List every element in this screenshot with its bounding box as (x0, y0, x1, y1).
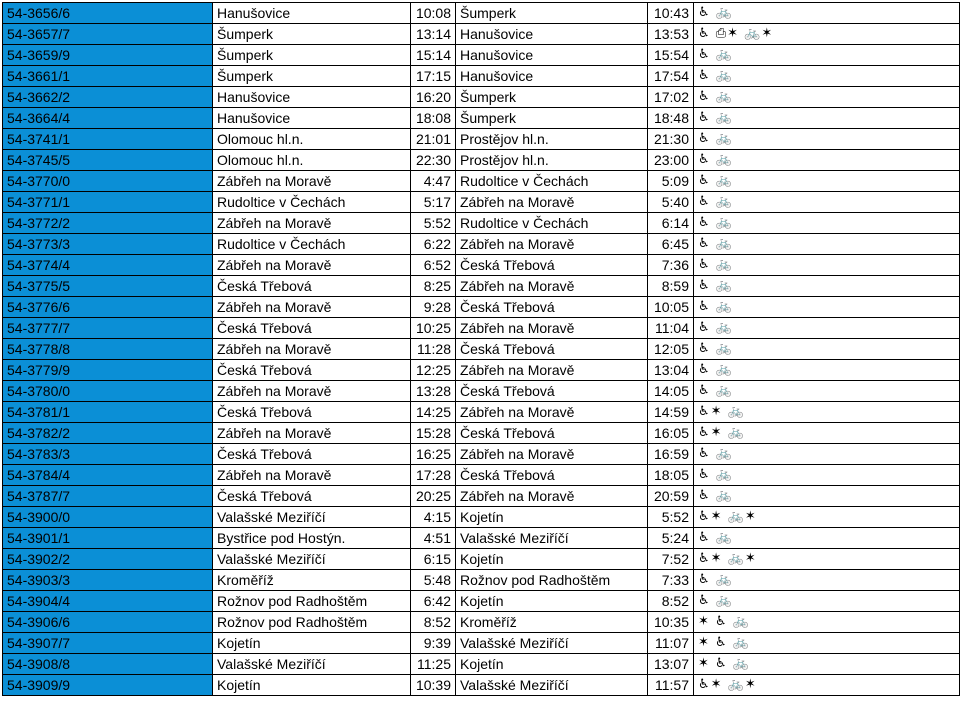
arrival-time-cell: 14:59 (648, 402, 694, 423)
service-icons-cell: ♿ 🚲 (694, 213, 960, 234)
departure-time-cell: 9:39 (411, 633, 456, 654)
departure-time-cell: 11:28 (411, 339, 456, 360)
arrival-time-cell: 11:57 (648, 675, 694, 696)
table-row (3, 675, 960, 696)
table-row (3, 423, 960, 444)
train-number-cell: 54-3774/4 (3, 255, 213, 276)
train-number-cell: 54-3657/7 (3, 24, 213, 45)
destination-station-cell: Valašské Meziříčí (456, 528, 648, 549)
arrival-time-cell: 8:59 (648, 276, 694, 297)
destination-station-cell: Česká Třebová (456, 255, 648, 276)
departure-time-cell: 15:14 (411, 45, 456, 66)
train-number-cell: 54-3776/6 (3, 297, 213, 318)
departure-time-cell: 22:30 (411, 150, 456, 171)
departure-time-cell: 12:25 (411, 360, 456, 381)
departure-time-cell: 5:52 (411, 213, 456, 234)
arrival-time-cell: 7:52 (648, 549, 694, 570)
train-number-cell: 54-3906/6 (3, 612, 213, 633)
departure-time-cell: 16:20 (411, 87, 456, 108)
arrival-time-cell: 13:53 (648, 24, 694, 45)
arrival-time-cell: 10:35 (648, 612, 694, 633)
departure-time-cell: 6:22 (411, 234, 456, 255)
table-row (3, 360, 960, 381)
departure-time-cell: 9:28 (411, 297, 456, 318)
departure-time-cell: 8:52 (411, 612, 456, 633)
service-icons-cell: ✶ ♿ 🚲 (694, 633, 960, 654)
arrival-time-cell: 10:05 (648, 297, 694, 318)
train-number-cell: 54-3781/1 (3, 402, 213, 423)
table-row (3, 297, 960, 318)
departure-time-cell: 18:08 (411, 108, 456, 129)
table-row (3, 381, 960, 402)
train-number-cell: 54-3907/7 (3, 633, 213, 654)
origin-station-cell: Olomouc hl.n. (213, 129, 411, 150)
service-icons-cell: ♿ 🚲 (694, 444, 960, 465)
table-row (3, 66, 960, 87)
departure-time-cell: 8:25 (411, 276, 456, 297)
destination-station-cell: Kroměříž (456, 612, 648, 633)
destination-station-cell: Hanušovice (456, 45, 648, 66)
table-row (3, 465, 960, 486)
table-row (3, 339, 960, 360)
origin-station-cell: Šumperk (213, 45, 411, 66)
destination-station-cell: Šumperk (456, 3, 648, 24)
service-icons-cell: ♿ 🚲 (694, 255, 960, 276)
train-number-cell: 54-3656/6 (3, 3, 213, 24)
service-icons-cell: ♿ 🚲 (694, 108, 960, 129)
service-icons-cell: ✶ ♿ 🚲 (694, 654, 960, 675)
service-icons-cell: ♿ 🚲 (694, 192, 960, 213)
service-icons-cell: ♿ 🚲 (694, 276, 960, 297)
destination-station-cell: Šumperk (456, 87, 648, 108)
train-number-cell: 54-3773/3 (3, 234, 213, 255)
origin-station-cell: Hanušovice (213, 87, 411, 108)
service-icons-cell: ♿✶ 🚲 (694, 402, 960, 423)
origin-station-cell: Valašské Meziříčí (213, 549, 411, 570)
origin-station-cell: Zábřeh na Moravě (213, 297, 411, 318)
arrival-time-cell: 7:36 (648, 255, 694, 276)
origin-station-cell: Zábřeh na Moravě (213, 171, 411, 192)
origin-station-cell: Rožnov pod Radhoštěm (213, 591, 411, 612)
service-icons-cell: ♿ 🚲 (694, 171, 960, 192)
destination-station-cell: Zábřeh na Moravě (456, 234, 648, 255)
departure-time-cell: 15:28 (411, 423, 456, 444)
origin-station-cell: Zábřeh na Moravě (213, 255, 411, 276)
destination-station-cell: Zábřeh na Moravě (456, 192, 648, 213)
service-icons-cell: ♿ 🚲 (694, 486, 960, 507)
train-number-cell: 54-3770/0 (3, 171, 213, 192)
origin-station-cell: Česká Třebová (213, 402, 411, 423)
destination-station-cell: Zábřeh na Moravě (456, 402, 648, 423)
service-icons-cell: ♿ 🚲 (694, 66, 960, 87)
service-icons-cell: ♿ 🚲 (694, 150, 960, 171)
service-icons-cell: ♿✶ 🚲✶ (694, 507, 960, 528)
timetable (2, 2, 960, 696)
arrival-time-cell: 10:43 (648, 3, 694, 24)
origin-station-cell: Zábřeh na Moravě (213, 465, 411, 486)
destination-station-cell: Česká Třebová (456, 423, 648, 444)
destination-station-cell: Hanušovice (456, 24, 648, 45)
origin-station-cell: Olomouc hl.n. (213, 150, 411, 171)
table-row (3, 234, 960, 255)
arrival-time-cell: 16:59 (648, 444, 694, 465)
table-row (3, 507, 960, 528)
table-row (3, 444, 960, 465)
train-number-cell: 54-3745/5 (3, 150, 213, 171)
train-number-cell: 54-3777/7 (3, 318, 213, 339)
table-row (3, 3, 960, 24)
service-icons-cell: ♿✶ 🚲✶ (694, 549, 960, 570)
arrival-time-cell: 5:40 (648, 192, 694, 213)
train-number-cell: 54-3779/9 (3, 360, 213, 381)
table-row (3, 318, 960, 339)
train-number-cell: 54-3903/3 (3, 570, 213, 591)
arrival-time-cell: 15:54 (648, 45, 694, 66)
departure-time-cell: 6:42 (411, 591, 456, 612)
destination-station-cell: Valašské Meziříčí (456, 675, 648, 696)
service-icons-cell: ♿ ⎙✶ 🚲✶ (694, 24, 960, 45)
origin-station-cell: Česká Třebová (213, 486, 411, 507)
destination-station-cell: Česká Třebová (456, 339, 648, 360)
arrival-time-cell: 12:05 (648, 339, 694, 360)
arrival-time-cell: 11:04 (648, 318, 694, 339)
departure-time-cell: 5:48 (411, 570, 456, 591)
origin-station-cell: Kojetín (213, 675, 411, 696)
service-icons-cell: ♿ 🚲 (694, 570, 960, 591)
service-icons-cell: ♿ 🚲 (694, 87, 960, 108)
destination-station-cell: Kojetín (456, 591, 648, 612)
service-icons-cell: ♿ 🚲 (694, 339, 960, 360)
origin-station-cell: Zábřeh na Moravě (213, 381, 411, 402)
train-number-cell: 54-3659/9 (3, 45, 213, 66)
train-number-cell: 54-3902/2 (3, 549, 213, 570)
origin-station-cell: Česká Třebová (213, 318, 411, 339)
departure-time-cell: 6:52 (411, 255, 456, 276)
arrival-time-cell: 21:30 (648, 129, 694, 150)
service-icons-cell: ♿✶ 🚲✶ (694, 675, 960, 696)
table-row (3, 591, 960, 612)
destination-station-cell: Prostějov hl.n. (456, 150, 648, 171)
origin-station-cell: Rožnov pod Radhoštěm (213, 612, 411, 633)
service-icons-cell: ✶ ♿ 🚲 (694, 612, 960, 633)
departure-time-cell: 17:28 (411, 465, 456, 486)
service-icons-cell: ♿ 🚲 (694, 360, 960, 381)
destination-station-cell: Hanušovice (456, 66, 648, 87)
table-row (3, 129, 960, 150)
origin-station-cell: Hanušovice (213, 108, 411, 129)
arrival-time-cell: 5:09 (648, 171, 694, 192)
departure-time-cell: 21:01 (411, 129, 456, 150)
table-row (3, 486, 960, 507)
table-row (3, 171, 960, 192)
departure-time-cell: 20:25 (411, 486, 456, 507)
departure-time-cell: 4:47 (411, 171, 456, 192)
destination-station-cell: Zábřeh na Moravě (456, 444, 648, 465)
service-icons-cell: ♿ 🚲 (694, 129, 960, 150)
arrival-time-cell: 13:04 (648, 360, 694, 381)
table-row (3, 276, 960, 297)
departure-time-cell: 13:14 (411, 24, 456, 45)
destination-station-cell: Rožnov pod Radhoštěm (456, 570, 648, 591)
service-icons-cell: ♿ 🚲 (694, 45, 960, 66)
train-number-cell: 54-3782/2 (3, 423, 213, 444)
table-row (3, 255, 960, 276)
arrival-time-cell: 6:14 (648, 213, 694, 234)
train-number-cell: 54-3784/4 (3, 465, 213, 486)
destination-station-cell: Rudoltice v Čechách (456, 213, 648, 234)
table-row (3, 549, 960, 570)
origin-station-cell: Hanušovice (213, 3, 411, 24)
origin-station-cell: Česká Třebová (213, 444, 411, 465)
departure-time-cell: 16:25 (411, 444, 456, 465)
train-number-cell: 54-3909/9 (3, 675, 213, 696)
origin-station-cell: Kojetín (213, 633, 411, 654)
table-row (3, 192, 960, 213)
arrival-time-cell: 16:05 (648, 423, 694, 444)
destination-station-cell: Kojetín (456, 549, 648, 570)
train-number-cell: 54-3780/0 (3, 381, 213, 402)
departure-time-cell: 10:39 (411, 675, 456, 696)
arrival-time-cell: 5:24 (648, 528, 694, 549)
arrival-time-cell: 7:33 (648, 570, 694, 591)
origin-station-cell: Valašské Meziříčí (213, 507, 411, 528)
destination-station-cell: Kojetín (456, 507, 648, 528)
table-row (3, 45, 960, 66)
train-number-cell: 54-3661/1 (3, 66, 213, 87)
train-number-cell: 54-3741/1 (3, 129, 213, 150)
train-number-cell: 54-3908/8 (3, 654, 213, 675)
destination-station-cell: Prostějov hl.n. (456, 129, 648, 150)
departure-time-cell: 4:15 (411, 507, 456, 528)
destination-station-cell: Zábřeh na Moravě (456, 360, 648, 381)
table-row (3, 87, 960, 108)
table-row (3, 108, 960, 129)
departure-time-cell: 10:25 (411, 318, 456, 339)
train-number-cell: 54-3787/7 (3, 486, 213, 507)
destination-station-cell: Valašské Meziříčí (456, 633, 648, 654)
service-icons-cell: ♿✶ 🚲 (694, 423, 960, 444)
train-number-cell: 54-3900/0 (3, 507, 213, 528)
table-row (3, 24, 960, 45)
table-row (3, 150, 960, 171)
origin-station-cell: Rudoltice v Čechách (213, 192, 411, 213)
destination-station-cell: Česká Třebová (456, 465, 648, 486)
service-icons-cell: ♿ 🚲 (694, 318, 960, 339)
arrival-time-cell: 20:59 (648, 486, 694, 507)
train-number-cell: 54-3662/2 (3, 87, 213, 108)
train-number-cell: 54-3901/1 (3, 528, 213, 549)
table-row (3, 213, 960, 234)
arrival-time-cell: 17:54 (648, 66, 694, 87)
origin-station-cell: Šumperk (213, 24, 411, 45)
arrival-time-cell: 17:02 (648, 87, 694, 108)
destination-station-cell: Zábřeh na Moravě (456, 486, 648, 507)
service-icons-cell: ♿ 🚲 (694, 234, 960, 255)
destination-station-cell: Zábřeh na Moravě (456, 276, 648, 297)
service-icons-cell: ♿ 🚲 (694, 591, 960, 612)
table-row (3, 612, 960, 633)
origin-station-cell: Rudoltice v Čechách (213, 234, 411, 255)
service-icons-cell: ♿ 🚲 (694, 297, 960, 318)
origin-station-cell: Bystřice pod Hostýn. (213, 528, 411, 549)
table-row (3, 528, 960, 549)
arrival-time-cell: 18:05 (648, 465, 694, 486)
train-number-cell: 54-3771/1 (3, 192, 213, 213)
arrival-time-cell: 11:07 (648, 633, 694, 654)
arrival-time-cell: 23:00 (648, 150, 694, 171)
service-icons-cell: ♿ 🚲 (694, 528, 960, 549)
origin-station-cell: Zábřeh na Moravě (213, 339, 411, 360)
table-row (3, 654, 960, 675)
destination-station-cell: Kojetín (456, 654, 648, 675)
origin-station-cell: Česká Třebová (213, 276, 411, 297)
arrival-time-cell: 14:05 (648, 381, 694, 402)
departure-time-cell: 10:08 (411, 3, 456, 24)
origin-station-cell: Šumperk (213, 66, 411, 87)
table-row (3, 570, 960, 591)
origin-station-cell: Kroměříž (213, 570, 411, 591)
departure-time-cell: 17:15 (411, 66, 456, 87)
arrival-time-cell: 18:48 (648, 108, 694, 129)
timetable-body (3, 3, 960, 696)
destination-station-cell: Česká Třebová (456, 297, 648, 318)
train-number-cell: 54-3772/2 (3, 213, 213, 234)
train-number-cell: 54-3664/4 (3, 108, 213, 129)
departure-time-cell: 6:15 (411, 549, 456, 570)
origin-station-cell: Zábřeh na Moravě (213, 423, 411, 444)
departure-time-cell: 4:51 (411, 528, 456, 549)
arrival-time-cell: 5:52 (648, 507, 694, 528)
destination-station-cell: Česká Třebová (456, 381, 648, 402)
arrival-time-cell: 13:07 (648, 654, 694, 675)
service-icons-cell: ♿ 🚲 (694, 381, 960, 402)
table-row (3, 402, 960, 423)
departure-time-cell: 14:25 (411, 402, 456, 423)
origin-station-cell: Valašské Meziříčí (213, 654, 411, 675)
destination-station-cell: Šumperk (456, 108, 648, 129)
departure-time-cell: 11:25 (411, 654, 456, 675)
origin-station-cell: Česká Třebová (213, 360, 411, 381)
train-number-cell: 54-3904/4 (3, 591, 213, 612)
destination-station-cell: Zábřeh na Moravě (456, 318, 648, 339)
origin-station-cell: Zábřeh na Moravě (213, 213, 411, 234)
departure-time-cell: 13:28 (411, 381, 456, 402)
departure-time-cell: 5:17 (411, 192, 456, 213)
train-number-cell: 54-3778/8 (3, 339, 213, 360)
table-row (3, 633, 960, 654)
arrival-time-cell: 8:52 (648, 591, 694, 612)
destination-station-cell: Rudoltice v Čechách (456, 171, 648, 192)
arrival-time-cell: 6:45 (648, 234, 694, 255)
service-icons-cell: ♿ 🚲 (694, 3, 960, 24)
service-icons-cell: ♿ 🚲 (694, 465, 960, 486)
train-number-cell: 54-3775/5 (3, 276, 213, 297)
train-number-cell: 54-3783/3 (3, 444, 213, 465)
